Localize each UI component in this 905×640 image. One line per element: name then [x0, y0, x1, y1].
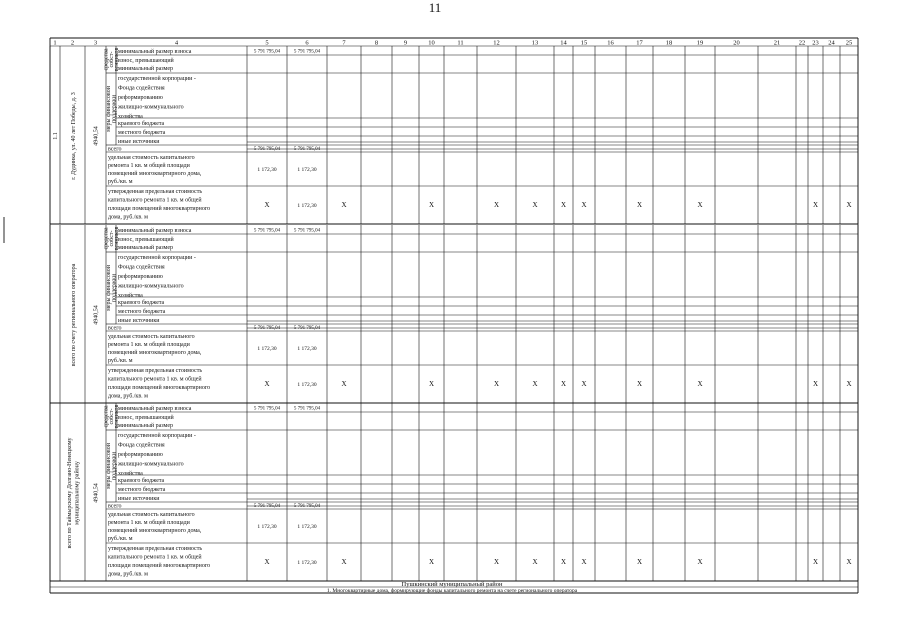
x-mark-col25: X	[846, 380, 852, 388]
column-number: 10	[428, 39, 435, 47]
row-label-approved: утвержденная предельная стоимость	[108, 546, 203, 552]
x-mark-col25: X	[846, 558, 852, 566]
x-mark-col25: X	[846, 201, 852, 209]
x-mark-col7: X	[341, 201, 347, 209]
row-label-over-fee: минимальный размер	[118, 66, 173, 72]
row-label-regional: краевого бюджета	[118, 300, 165, 306]
value-min-fee-col5: 5 791 795,04	[253, 49, 281, 55]
row-label-regional: краевого бюджета	[118, 478, 165, 484]
support-group-label: меры финансовой	[106, 86, 113, 132]
x-mark-col13: X	[532, 201, 538, 209]
row-label-unit-cost: ремонта 1 кв. м общей площади	[108, 520, 190, 526]
address-cell: всего по счету регионального оператора	[70, 263, 77, 367]
column-number: 23	[812, 39, 819, 47]
value-min-fee-col6: 5 791 795,04	[293, 406, 321, 412]
x-mark-col12: X	[493, 380, 500, 388]
area-cell: 4940,54	[93, 483, 100, 503]
value-unit-cost-col6: 1 172,30	[297, 524, 317, 530]
row-label-unit-cost: удельная стоимость капитального	[108, 512, 195, 518]
row-label-corp: жилищно-коммунального	[118, 283, 184, 290]
column-number: 7	[342, 39, 346, 47]
row-label-approved: дома, руб./кв. м	[108, 393, 148, 400]
row-label-approved: капитального ремонта 1 кв. м общей	[108, 376, 202, 383]
row-label-corp: Фонда содействия	[118, 442, 165, 449]
column-number: 6	[305, 39, 309, 47]
row-label-over-fee: минимальный размер	[118, 423, 173, 429]
row-label-min-fee: минимальный размер взноса	[118, 405, 192, 412]
x-mark-col17: X	[636, 380, 643, 388]
x-mark-col17: X	[636, 201, 643, 209]
owners-group-label: средства	[103, 405, 110, 428]
x-mark-col19: X	[697, 558, 703, 566]
address-cell: г. Дудинка, ул. 40 лет Победы, д. 3	[70, 92, 77, 180]
owners-group-label: венников	[114, 47, 121, 72]
row-label-total: всего	[108, 325, 122, 332]
x-mark-col14: X	[560, 380, 567, 388]
row-label-corp: хозяйства	[118, 114, 143, 120]
column-number: 8	[374, 39, 379, 47]
x-mark-col15: X	[581, 558, 587, 566]
x-mark-col17: X	[636, 558, 643, 566]
row-label-approved: площади помещений многоквартирного	[108, 385, 211, 391]
row-label-corp: реформированию	[118, 95, 163, 101]
row-label-approved: площади помещений многоквартирного	[108, 206, 211, 212]
row-label-approved: дома, руб./кв. м	[108, 214, 148, 221]
page-number: 11	[428, 0, 442, 15]
column-number: 16	[607, 39, 614, 47]
x-mark-col10: X	[428, 201, 435, 209]
value-min-fee-col6: 5 791 795,04	[293, 228, 321, 234]
row-label-unit-cost: помещений многоквартирного дома,	[108, 171, 202, 177]
row-label-approved: капитального ремонта 1 кв. м общей	[108, 554, 202, 561]
owners-group-label: венников	[114, 404, 121, 429]
x-mark-col19: X	[697, 380, 703, 388]
value-approved-col5: X	[264, 380, 270, 388]
area-cell: 4940,54	[93, 305, 100, 325]
row-label-corp: хозяйства	[118, 293, 143, 299]
row-label-min-fee: минимальный размер взноса	[118, 48, 192, 55]
x-mark-col23: X	[812, 201, 819, 209]
column-number: 21	[773, 39, 781, 47]
column-number: 18	[665, 39, 673, 47]
footer-district: Пушкинский муниципальный район	[401, 581, 503, 588]
row-label-local: местного бюджета	[118, 309, 166, 315]
column-number: 15	[580, 39, 588, 47]
row-label-regional: краевого бюджета	[118, 121, 165, 127]
row-label-over-fee: взнос, превышающий	[118, 58, 174, 64]
x-mark-col12: X	[493, 201, 500, 209]
area-cell: 4940,54	[93, 126, 100, 146]
row-label-corp: Фонда содействия	[118, 85, 165, 92]
value-approved-col6: 1 172,30	[297, 382, 317, 388]
row-label-corp: Фонда содействия	[118, 264, 165, 271]
row-label-corp: хозяйства	[118, 471, 143, 477]
row-label-over-fee: взнос, превышающий	[118, 237, 174, 243]
row-label-corp: государственной корпорации -	[118, 76, 196, 82]
row-label-unit-cost: ремонта 1 кв. м общей площади	[108, 163, 190, 169]
row-label-approved: дома, руб./кв. м	[108, 571, 148, 578]
support-group-label: поддержки	[111, 451, 118, 481]
owners-group-label: средства	[103, 227, 110, 250]
support-group-label: поддержки	[111, 273, 118, 303]
owners-group-label: средства	[103, 48, 110, 71]
row-label-local: местного бюджета	[118, 130, 166, 136]
x-mark-col7: X	[341, 380, 347, 388]
row-label-approved: площади помещений многоквартирного	[108, 563, 211, 569]
support-group-label: меры финансовой	[106, 265, 113, 311]
column-number: 9	[403, 39, 408, 47]
row-label-other: иные источники	[118, 496, 160, 502]
row-label-approved: утвержденная предельная стоимость	[108, 189, 203, 195]
value-approved-col5: X	[264, 201, 270, 209]
column-number: 17	[636, 39, 643, 47]
value-unit-cost-col5: 1 172,30	[257, 167, 277, 173]
row-label-total: всего	[108, 146, 122, 153]
x-mark-col10: X	[428, 558, 435, 566]
value-approved-col5: X	[264, 558, 270, 566]
value-unit-cost-col5: 1 172,30	[257, 346, 277, 352]
value-min-fee-col5: 5 791 795,04	[253, 406, 281, 412]
column-number: 1	[53, 39, 57, 47]
row-label-unit-cost: удельная стоимость капитального	[108, 155, 195, 161]
row-label-approved: капитального ремонта 1 кв. м общей	[108, 197, 202, 204]
owners-group-label: собст-	[108, 408, 115, 425]
row-label-corp: жилищно-коммунального	[118, 461, 184, 468]
column-number: 22	[798, 39, 806, 47]
x-mark-col15: X	[581, 380, 587, 388]
column-number: 25	[845, 39, 853, 47]
column-number: 14	[560, 39, 567, 47]
value-min-fee-col6: 5 791 795,04	[293, 49, 321, 55]
column-number: 19	[696, 39, 704, 47]
owners-group-label: собст-	[108, 230, 115, 247]
value-unit-cost-col6: 1 172,30	[297, 346, 317, 352]
support-group-label: поддержки	[111, 94, 118, 124]
x-mark-col23: X	[812, 380, 819, 388]
row-label-over-fee: минимальный размер	[118, 245, 173, 251]
column-number: 11	[457, 39, 464, 47]
x-mark-col15: X	[581, 201, 587, 209]
row-label-unit-cost: удельная стоимость капитального	[108, 334, 195, 340]
column-number: 2	[70, 39, 75, 47]
value-total-col5: 5 791 795,04	[253, 147, 281, 152]
row-label-approved: утвержденная предельная стоимость	[108, 368, 203, 374]
column-number: 12	[493, 39, 500, 47]
value-unit-cost-col5: 1 172,30	[257, 524, 277, 530]
row-label-unit-cost: руб./кв. м	[108, 179, 133, 185]
x-mark-col12: X	[493, 558, 500, 566]
x-mark-col14: X	[560, 558, 567, 566]
value-total-col5: 5 791 795,04	[253, 326, 281, 331]
row-label-local: местного бюджета	[118, 487, 166, 493]
value-min-fee-col5: 5 791 795,04	[253, 228, 281, 234]
x-mark-col10: X	[428, 380, 435, 388]
row-label-corp: государственной корпорации -	[118, 433, 196, 439]
column-number: 4	[174, 39, 179, 47]
row-number: 1.1	[53, 132, 59, 140]
x-mark-col13: X	[532, 380, 538, 388]
column-number: 5	[265, 39, 269, 47]
value-total-col6: 5 791 795,04	[293, 147, 321, 152]
column-number: 20	[733, 39, 740, 47]
footer-section: 1. Многоквартирные дома, формирующие фонды капитального ремонта на счете регионального оператора	[326, 588, 578, 594]
row-label-unit-cost: помещений многоквартирного дома,	[108, 528, 202, 534]
value-approved-col6: 1 172,30	[297, 203, 317, 209]
owners-group-label: венников	[114, 226, 121, 251]
row-label-corp: реформированию	[118, 452, 163, 458]
address-cell: всего по Таймырскому Долгано-Ненецкому	[67, 437, 74, 549]
value-total-col6: 5 791 795,04	[293, 504, 321, 509]
row-label-corp: государственной корпорации -	[118, 255, 196, 261]
row-label-unit-cost: ремонта 1 кв. м общей площади	[108, 342, 190, 348]
address-cell: муниципальному району	[74, 461, 81, 525]
x-mark-col23: X	[812, 558, 819, 566]
owners-group-label: собст-	[108, 51, 115, 68]
value-unit-cost-col6: 1 172,30	[297, 167, 317, 173]
row-label-min-fee: минимальный размер взноса	[118, 227, 192, 234]
row-label-unit-cost: руб./кв. м	[108, 536, 133, 542]
row-label-unit-cost: помещений многоквартирного дома,	[108, 350, 202, 356]
x-mark-col13: X	[532, 558, 538, 566]
x-mark-col14: X	[560, 201, 567, 209]
column-number: 24	[828, 39, 835, 47]
support-group-label: меры финансовой	[106, 443, 113, 489]
column-number: 3	[93, 39, 98, 47]
value-total-col5: 5 791 795,04	[253, 504, 281, 509]
x-mark-col19: X	[697, 201, 703, 209]
row-label-total: всего	[108, 503, 122, 510]
x-mark-col7: X	[341, 558, 347, 566]
row-label-other: иные источники	[118, 318, 160, 324]
value-approved-col6: 1 172,30	[297, 560, 317, 566]
row-label-corp: реформированию	[118, 274, 163, 280]
column-number: 13	[531, 39, 539, 47]
row-label-corp: жилищно-коммунального	[118, 104, 184, 111]
row-label-over-fee: взнос, превышающий	[118, 415, 174, 421]
value-total-col6: 5 791 795,04	[293, 326, 321, 331]
row-label-other: иные источники	[118, 139, 160, 145]
row-label-unit-cost: руб./кв. м	[108, 358, 133, 364]
